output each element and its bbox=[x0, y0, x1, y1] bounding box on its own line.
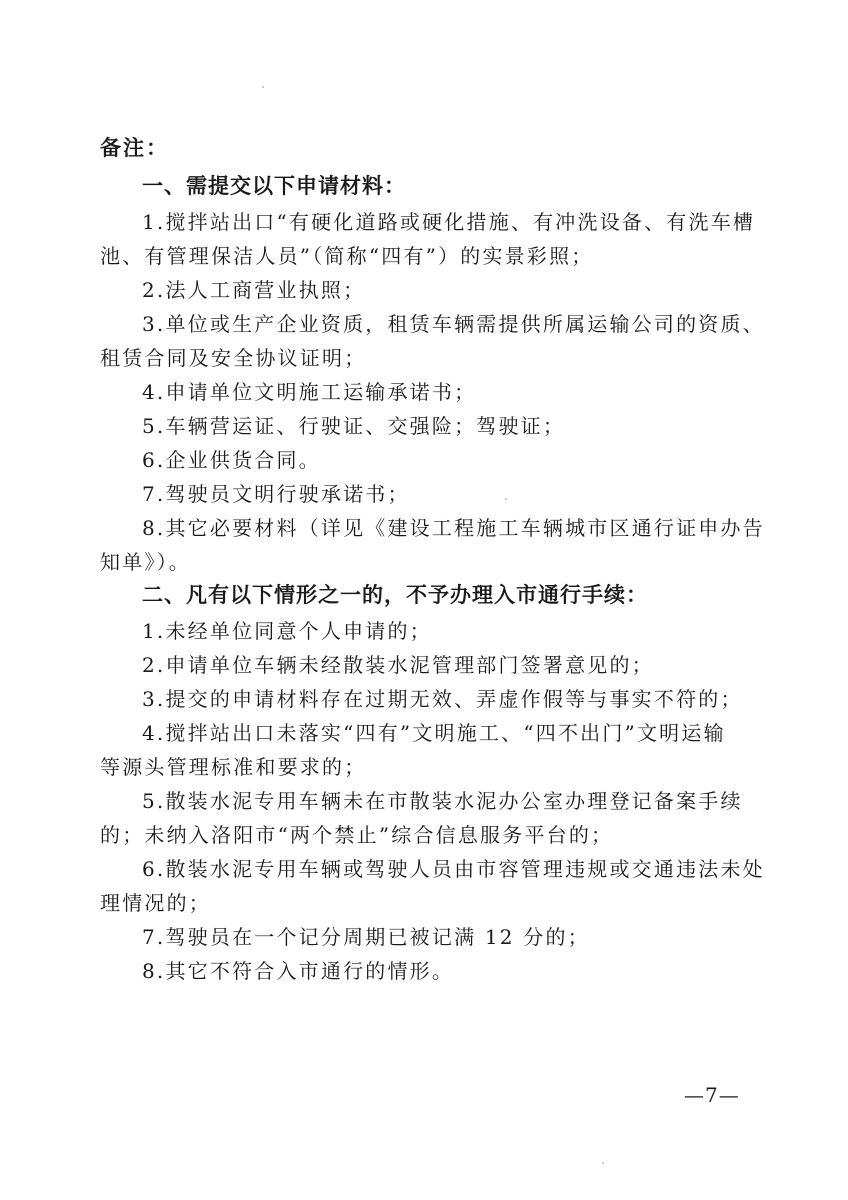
scan-speck bbox=[505, 498, 507, 500]
section-1-line: 5.车辆营运证、行驶证、交强险；驾驶证； bbox=[142, 414, 566, 438]
section-2-line: 理情况的； bbox=[100, 891, 211, 915]
section-1-line: 3.单位或生产企业资质，租赁车辆需提供所属运输公司的资质、 bbox=[142, 312, 765, 336]
section-2-line: 3.提交的申请材料存在过期无效、弄虚作假等与事实不符的； bbox=[142, 687, 743, 711]
note-title: 备注： bbox=[100, 135, 169, 160]
section-2-line: 2.申请单位车辆未经散装水泥管理部门签署意见的； bbox=[142, 653, 654, 677]
section-2-line: 6.散装水泥专用车辆或驾驶人员由市容管理违规或交通违法未处 bbox=[142, 857, 765, 881]
section-1-line: 6.企业供货合同。 bbox=[142, 448, 321, 472]
section-2-title: 二、凡有以下情形之一的，不予办理入市通行手续： bbox=[142, 582, 648, 607]
section-2-line: 7.驾驶员在一个记分周期已被记满 12 分的； bbox=[142, 925, 590, 949]
section-2-line: 4.搅拌站出口未落实“四有”文明施工、“四不出门”文明运输 bbox=[142, 721, 726, 745]
section-1-line: 7.驾驶员文明行驶承诺书； bbox=[142, 482, 410, 506]
scan-speck bbox=[262, 86, 264, 88]
section-1-line: 1.搅拌站出口“有硬化道路或硬化措施、有冲洗设备、有洗车槽 bbox=[142, 210, 756, 234]
section-2-line: 等源头管理标准和要求的； bbox=[100, 755, 367, 779]
section-2-line: 5.散装水泥专用车辆未在市散装水泥办公室办理登记备案手续 bbox=[142, 789, 743, 813]
section-1-line: 4.申请单位文明施工运输承诺书； bbox=[142, 380, 477, 404]
section-1-line: 池、有管理保洁人员”（简称“四有”）的实景彩照； bbox=[100, 244, 594, 268]
section-1-line: 2.法人工商营业执照； bbox=[142, 278, 366, 302]
section-1-line: 知单》）。 bbox=[100, 550, 191, 574]
section-2-line: 的；未纳入洛阳市“两个禁止”综合信息服务平台的； bbox=[100, 823, 614, 847]
page-number: —7— bbox=[684, 1083, 740, 1107]
section-2-line: 8.其它不符合入市通行的情形。 bbox=[142, 959, 455, 983]
section-1-line: 租赁合同及安全协议证明； bbox=[100, 346, 367, 370]
section-1-line: 8.其它必要材料（详见《建设工程施工车辆城市区通行证申办告 bbox=[142, 516, 765, 540]
section-1-title: 一、需提交以下申请材料： bbox=[142, 173, 406, 198]
section-2-line: 1.未经单位同意个人申请的； bbox=[142, 619, 432, 643]
scan-speck bbox=[602, 1162, 604, 1164]
